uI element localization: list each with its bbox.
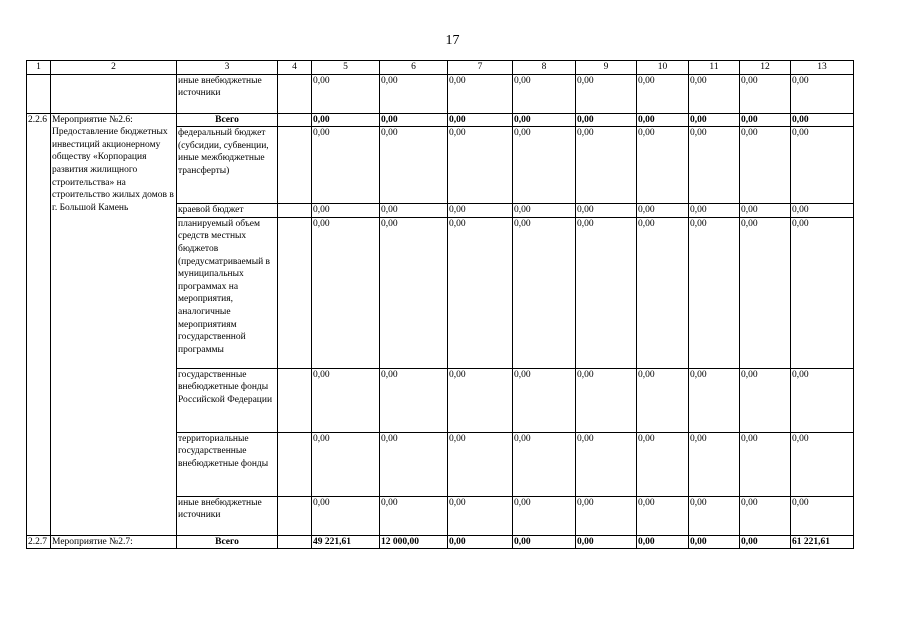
column-number-cell: 11 xyxy=(689,61,740,75)
value-cell: 0,00 xyxy=(513,217,576,368)
column-number-cell: 7 xyxy=(448,61,513,75)
column-number-cell: 6 xyxy=(380,61,448,75)
value-cell: 0,00 xyxy=(312,74,380,113)
value-cell: 0,00 xyxy=(637,127,689,204)
value-cell: 0,00 xyxy=(689,368,740,432)
value-cell: 12 000,00 xyxy=(380,535,448,549)
empty-cell xyxy=(278,432,312,496)
value-cell: 0,00 xyxy=(513,204,576,218)
value-cell: 0,00 xyxy=(637,432,689,496)
empty-cell xyxy=(278,113,312,127)
value-cell: 0,00 xyxy=(576,368,637,432)
value-cell: 0,00 xyxy=(791,432,854,496)
value-cell: 0,00 xyxy=(740,204,791,218)
value-cell: 0,00 xyxy=(576,113,637,127)
value-cell: 0,00 xyxy=(740,113,791,127)
empty-cell xyxy=(278,535,312,549)
source-cell: планируемый объем средств местных бюджетов (предусматриваемый в муниципальных программах на мероприятия, аналогичные мероприятиям государственной программы xyxy=(177,217,278,368)
value-cell: 0,00 xyxy=(312,432,380,496)
table-row xyxy=(27,74,854,113)
column-number-cell: 1 xyxy=(27,61,51,75)
column-number-cell: 13 xyxy=(791,61,854,75)
value-cell: 0,00 xyxy=(380,432,448,496)
value-cell: 0,00 xyxy=(740,496,791,535)
value-cell: 0,00 xyxy=(576,535,637,549)
value-cell: 0,00 xyxy=(637,496,689,535)
measure-code: 2.2.7 xyxy=(27,535,51,549)
empty-cell xyxy=(278,217,312,368)
value-cell: 0,00 xyxy=(513,432,576,496)
source-cell: Всего xyxy=(177,535,278,549)
value-cell: 0,00 xyxy=(448,535,513,549)
measure-cell xyxy=(51,74,177,113)
value-cell: 0,00 xyxy=(513,368,576,432)
measure-title: Мероприятие №2.6: Предоставление бюджетных инвестиций акционерному обществу «Корпорация развития жилищного строительства» на строительство жилых домов в г. Большой Камень xyxy=(51,113,177,535)
column-number-cell: 10 xyxy=(637,61,689,75)
empty-cell xyxy=(278,204,312,218)
source-cell: федеральный бюджет (субсидии, субвенции, иные межбюджетные трансферты) xyxy=(177,127,278,204)
value-cell: 0,00 xyxy=(740,368,791,432)
column-number-cell: 2 xyxy=(51,61,177,75)
value-cell: 0,00 xyxy=(689,127,740,204)
value-cell: 0,00 xyxy=(448,127,513,204)
value-cell: 0,00 xyxy=(740,74,791,113)
budget-table xyxy=(26,60,854,549)
empty-cell xyxy=(278,368,312,432)
column-number-cell: 3 xyxy=(177,61,278,75)
source-cell: территориальные государственные внебюджетные фонды xyxy=(177,432,278,496)
value-cell: 0,00 xyxy=(740,127,791,204)
value-cell: 0,00 xyxy=(380,368,448,432)
value-cell: 0,00 xyxy=(380,113,448,127)
value-cell: 0,00 xyxy=(791,204,854,218)
table-row xyxy=(27,113,854,127)
value-cell: 0,00 xyxy=(513,535,576,549)
value-cell: 0,00 xyxy=(740,432,791,496)
value-cell: 0,00 xyxy=(312,204,380,218)
column-number-cell: 8 xyxy=(513,61,576,75)
column-number-cell: 12 xyxy=(740,61,791,75)
value-cell: 0,00 xyxy=(740,535,791,549)
value-cell: 0,00 xyxy=(448,368,513,432)
value-cell: 0,00 xyxy=(513,496,576,535)
table-row xyxy=(27,535,854,549)
value-cell: 0,00 xyxy=(637,74,689,113)
value-cell: 0,00 xyxy=(448,496,513,535)
value-cell: 0,00 xyxy=(689,535,740,549)
value-cell: 0,00 xyxy=(791,74,854,113)
value-cell: 0,00 xyxy=(791,127,854,204)
measure-title: Мероприятие №2.7: xyxy=(51,535,177,549)
value-cell: 0,00 xyxy=(312,217,380,368)
value-cell: 0,00 xyxy=(637,113,689,127)
code-cell xyxy=(27,74,51,113)
value-cell: 0,00 xyxy=(576,127,637,204)
source-cell: краевой бюджет xyxy=(177,204,278,218)
value-cell: 0,00 xyxy=(380,204,448,218)
value-cell: 0,00 xyxy=(576,432,637,496)
value-cell: 0,00 xyxy=(576,204,637,218)
value-cell: 0,00 xyxy=(637,535,689,549)
source-cell: иные внебюджетные источники xyxy=(177,74,278,113)
value-cell: 0,00 xyxy=(576,496,637,535)
value-cell: 0,00 xyxy=(637,204,689,218)
value-cell: 0,00 xyxy=(689,217,740,368)
value-cell: 0,00 xyxy=(312,127,380,204)
value-cell: 0,00 xyxy=(380,127,448,204)
value-cell: 0,00 xyxy=(513,127,576,204)
value-cell: 0,00 xyxy=(689,74,740,113)
value-cell: 0,00 xyxy=(312,496,380,535)
empty-cell xyxy=(278,496,312,535)
value-cell: 0,00 xyxy=(312,368,380,432)
value-cell: 0,00 xyxy=(689,204,740,218)
value-cell: 61 221,61 xyxy=(791,535,854,549)
source-cell: Всего xyxy=(177,113,278,127)
value-cell: 0,00 xyxy=(380,74,448,113)
value-cell: 0,00 xyxy=(791,113,854,127)
value-cell: 0,00 xyxy=(791,217,854,368)
value-cell: 0,00 xyxy=(448,113,513,127)
value-cell: 0,00 xyxy=(380,496,448,535)
value-cell: 0,00 xyxy=(513,74,576,113)
value-cell: 0,00 xyxy=(513,113,576,127)
value-cell: 0,00 xyxy=(740,217,791,368)
empty-cell xyxy=(278,127,312,204)
source-cell: иные внебюджетные источники xyxy=(177,496,278,535)
value-cell: 0,00 xyxy=(448,74,513,113)
value-cell: 0,00 xyxy=(448,204,513,218)
value-cell: 0,00 xyxy=(637,368,689,432)
value-cell: 0,00 xyxy=(576,74,637,113)
column-number-cell: 9 xyxy=(576,61,637,75)
value-cell: 0,00 xyxy=(576,217,637,368)
measure-code: 2.2.6 xyxy=(27,113,51,535)
value-cell: 0,00 xyxy=(791,496,854,535)
value-cell: 49 221,61 xyxy=(312,535,380,549)
source-cell: государственные внебюджетные фонды Российской Федерации xyxy=(177,368,278,432)
column-number-row xyxy=(27,61,854,75)
value-cell: 0,00 xyxy=(689,496,740,535)
value-cell: 0,00 xyxy=(448,432,513,496)
empty-cell xyxy=(278,74,312,113)
value-cell: 0,00 xyxy=(637,217,689,368)
page-number: 17 xyxy=(445,33,460,48)
value-cell: 0,00 xyxy=(689,113,740,127)
value-cell: 0,00 xyxy=(791,368,854,432)
column-number-cell: 5 xyxy=(312,61,380,75)
value-cell: 0,00 xyxy=(312,113,380,127)
column-number-cell: 4 xyxy=(278,61,312,75)
value-cell: 0,00 xyxy=(448,217,513,368)
value-cell: 0,00 xyxy=(689,432,740,496)
value-cell: 0,00 xyxy=(380,217,448,368)
